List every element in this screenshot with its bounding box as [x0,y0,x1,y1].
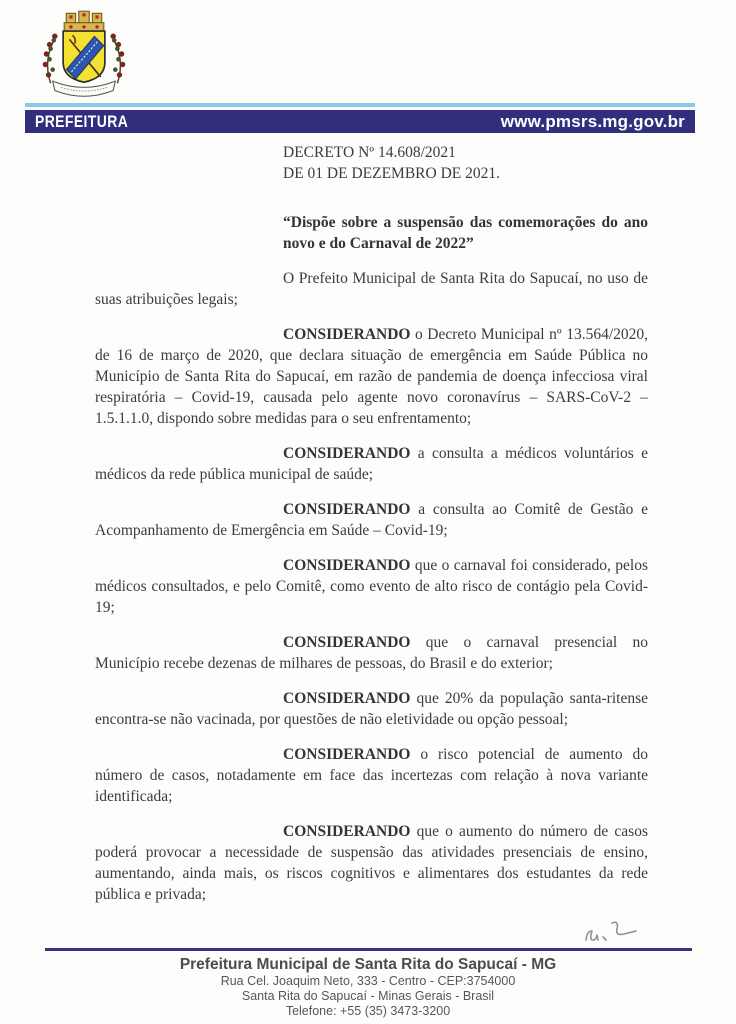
consideration-text: o risco potencial de aumento do número de casos, notadamente em face das incertezas com relação à nova variante identificada; [95,746,648,805]
consideration-paragraph [95,632,648,674]
consideration-text: a consulta ao Comitê de Gestão e Acompanhamento de Emergência em Saúde – Covid-19; [95,501,648,539]
consideration-lead: CONSIDERANDO [283,634,411,651]
footer-block [0,955,736,1019]
consideration-text: que o carnaval foi considerado, pelos médicos consultados, e pelo Comitê, como evento de alto risco de contágio pela Covid-19; [95,557,648,616]
consideration-paragraph [95,688,648,730]
decree-date: DE 01 DE DEZEMBRO DE 2021. [283,165,500,182]
consideration-text: que o carnaval presencial no Município recebe dezenas de milhares de pessoas, do Brasil e do exterior; [95,634,648,672]
consideration-text: o Decreto Municipal nº 13.564/2020, de 16 de março de 2020, que declara situação de emergência em Saúde Pública no Município de Santa Rita do Sapucaí, em razão de pandemia de doença infecciosa viral respiratória – Covid-19, causada pelo agente novo coronavírus – SARS-CoV-2 – 1.5.1.1.0, dispondo sobre medidas para o seu enfrentamento; [95,326,648,427]
consideration-paragraph [95,324,648,429]
municipal-crest-icon [38,6,130,102]
consideration-lead: CONSIDERANDO [283,501,411,518]
handwritten-initials [576,910,648,952]
footer-rule [45,948,692,951]
decree-title [283,142,648,184]
consideration-lead: CONSIDERANDO [283,690,411,707]
footer-address: Rua Cel. Joaquim Neto, 333 - Centro - CEP:3754000 [220,974,516,988]
consideration-paragraph [95,443,648,485]
consideration-paragraph [95,744,648,807]
decree-body [95,142,648,919]
consideration-paragraph [95,499,648,541]
consideration-paragraph [95,555,648,618]
consideration-lead: CONSIDERANDO [283,746,411,763]
consideration-lead: CONSIDERANDO [283,445,411,462]
consideration-lead: CONSIDERANDO [283,557,411,574]
consideration-paragraph [95,821,648,905]
decree-summary: “Dispõe sobre a suspensão das comemorações do ano novo e do Carnaval de 2022” [283,214,648,252]
consideration-text: a consulta a médicos voluntários e médicos da rede pública municipal de saúde; [95,445,648,483]
header-brand-label: PREFEITURA [35,111,129,131]
consideration-lead: CONSIDERANDO [283,823,411,840]
decree-preamble: O Prefeito Municipal de Santa Rita do Sapucaí, no uso de suas atribuições legais; [95,270,648,308]
consideration-lead: CONSIDERANDO [283,326,411,343]
footer-org-name: Prefeitura Municipal de Santa Rita do Sapucaí - MG [179,956,557,973]
consideration-text: que o aumento do número de casos poderá provocar a necessidade de suspensão das atividades presenciais de ensino, aumentando, ainda mais, os riscos cognitivos e alimentares dos estudantes da rede pública e privada; [95,823,648,903]
header-accent-stripe [25,103,695,107]
footer-city: Santa Rita do Sapucaí - Minas Gerais - Brasil [241,989,495,1003]
decree-number: DECRETO Nº 14.608/2021 [283,144,456,161]
footer-phone: Telefone: +55 (35) 3473-3200 [285,1004,451,1018]
header-bar [25,110,695,133]
header-website-text: www.pmsrs.mg.gov.br [500,111,685,131]
consideration-text: que 20% da população santa-ritense encontra-se não vacinada, por questões de não eletividade ou opção pessoal; [95,690,648,728]
